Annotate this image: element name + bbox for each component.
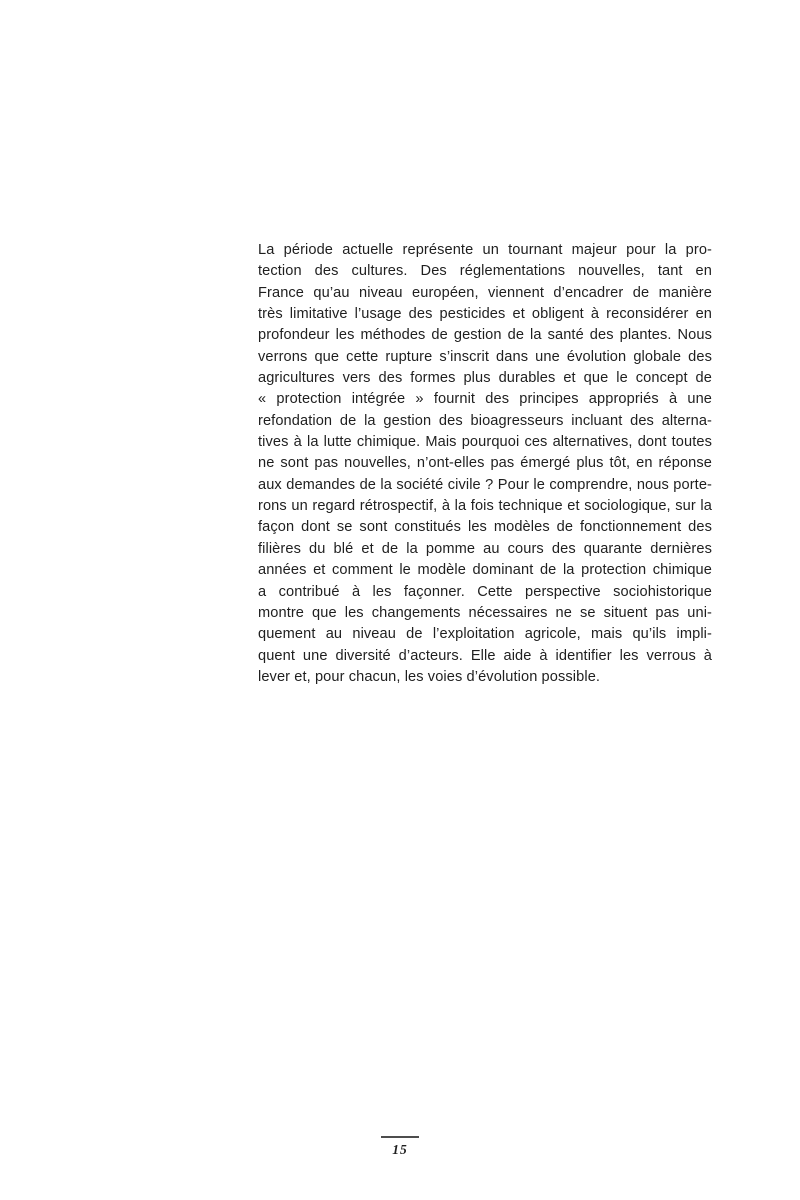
paragraph-line: aux demandes de la société civile ? Pour le comprendre, nous porte- [258,476,712,493]
paragraph-line: montre que les changements nécessaires ne se situent pas uni- [258,604,712,621]
paragraph-line: tection des cultures. Des réglementations nouvelles, tant en [258,263,712,280]
body-text [258,240,712,688]
footer-rule [381,1136,419,1138]
paragraph-line: verrons que cette rupture s’inscrit dans une évolution globale des [258,348,712,365]
paragraph-line: ne sont pas nouvelles, n’ont-elles pas émergé plus tôt, en réponse [258,455,712,472]
paragraph-line: filières du blé et de la pomme au cours des quarante dernières [258,540,712,557]
page-number: 15 [392,1142,408,1157]
paragraph-line: tives à la lutte chimique. Mais pourquoi ces alternatives, dont toutes [258,434,712,451]
paragraph-line: a contribué à les façonner. Cette perspective sociohistorique [258,583,712,600]
paragraph-line: rons un regard rétrospectif, à la fois technique et sociologique, sur la [258,498,712,515]
paragraph-line: « protection intégrée » fournit des principes appropriés à une [258,391,712,408]
page-footer [0,1136,800,1158]
paragraph-line: profondeur les méthodes de gestion de la santé des plantes. Nous [258,327,712,344]
paragraph-line: France qu’au niveau européen, viennent d’encadrer de manière [258,284,712,301]
paragraph-line: agricultures vers des formes plus durables et que le concept de [258,370,712,387]
paragraph-line: très limitative l’usage des pesticides et obligent à reconsidérer en [258,306,712,323]
paragraph-line: La période actuelle représente un tournant majeur pour la pro- [258,242,712,258]
paragraph-line: refondation de la gestion des bioagresseurs incluant des alterna- [258,412,712,429]
paragraph-line: quent une diversité d’acteurs. Elle aide à identifier les verrous à [258,647,712,664]
paragraph-line: lever et, pour chacun, les voies d’évolution possible. [258,668,601,685]
paragraph-line: quement au niveau de l’exploitation agricole, mais qu’ils impli- [258,626,712,643]
paragraph-line: années et comment le modèle dominant de la protection chimique [258,562,712,579]
paragraph-line: façon dont se sont constitués les modèles de fonctionnement des [258,519,712,536]
